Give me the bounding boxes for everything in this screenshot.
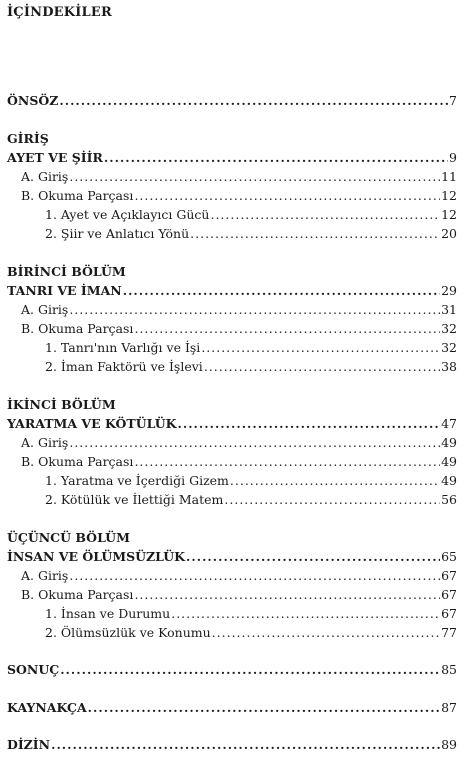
leader-dots xyxy=(69,568,440,583)
toc-entry-subsection[interactable] xyxy=(45,492,457,510)
toc-entry-title: B. Okuma Parçası xyxy=(21,321,134,336)
part-heading-ucuncu: ÜÇÜNCÜ BÖLÜM xyxy=(7,530,130,545)
toc-entry-title: A. Giriş xyxy=(21,169,69,184)
toc-entry-title: İNSAN VE ÖLÜMSÜZLÜK xyxy=(7,549,186,564)
toc-entry-title: 2. Şiir ve Anlatıcı Yönü xyxy=(45,226,190,241)
leader-dots xyxy=(69,435,440,450)
leader-dots xyxy=(69,302,440,317)
toc-entry-page: 56 xyxy=(441,492,457,507)
toc-entry-section[interactable] xyxy=(21,169,457,187)
toc-entry-page: 67 xyxy=(441,587,457,602)
toc-entry-subsection[interactable] xyxy=(45,473,457,491)
part-heading-giris: GİRİŞ xyxy=(7,131,49,146)
toc-entry-page: 49 xyxy=(441,435,457,450)
toc-entry-page: 7 xyxy=(449,93,457,108)
toc-entry-page: 49 xyxy=(441,454,457,469)
leader-dots xyxy=(134,188,440,203)
toc-entry-title: DİZİN xyxy=(7,737,51,752)
toc-entry-page: 32 xyxy=(441,321,457,336)
toc-entry-page: 38 xyxy=(441,359,457,374)
toc-entry-title: B. Okuma Parçası xyxy=(21,454,134,469)
leader-dots xyxy=(230,473,440,488)
leader-dots xyxy=(69,169,440,184)
toc-entry-dizin[interactable] xyxy=(7,737,457,755)
toc-entry-page: 9 xyxy=(449,150,457,165)
toc-entry-page: 87 xyxy=(441,700,457,715)
toc-entry-title: KAYNAKÇA xyxy=(7,700,87,715)
toc-entry-page: 47 xyxy=(441,416,457,431)
toc-entry-title: 1. Ayet ve Açıklayıcı Gücü xyxy=(45,207,210,222)
toc-entry-page: 67 xyxy=(441,568,457,583)
toc-entry-subsection[interactable] xyxy=(45,340,457,358)
toc-entry-title: 1. Tanrı'nın Varlığı ve İşi xyxy=(45,340,201,355)
toc-entry-chapter[interactable] xyxy=(7,283,457,301)
leader-dots xyxy=(210,207,440,222)
toc-entry-section[interactable] xyxy=(21,435,457,453)
toc-entry-kaynakca[interactable] xyxy=(7,700,457,718)
toc-entry-title: ÖNSÖZ xyxy=(7,93,59,108)
leader-dots xyxy=(204,359,440,374)
toc-entry-title: TANRI VE İMAN xyxy=(7,283,122,298)
toc-entry-section[interactable] xyxy=(21,587,457,605)
part-heading-ikinci: İKİNCİ BÖLÜM xyxy=(7,397,116,412)
toc-entry-page: 49 xyxy=(441,473,457,488)
toc-entry-chapter[interactable] xyxy=(7,416,457,434)
toc-entry-title: B. Okuma Parçası xyxy=(21,587,134,602)
toc-entry-subsection[interactable] xyxy=(45,207,457,225)
leader-dots xyxy=(190,226,440,241)
leader-dots xyxy=(88,700,440,715)
leader-dots xyxy=(60,662,440,677)
toc-entry-page: 65 xyxy=(441,549,457,564)
leader-dots xyxy=(104,150,448,165)
leader-dots xyxy=(51,737,440,752)
toc-entry-title: 1. İnsan ve Durumu xyxy=(45,606,171,621)
toc-entry-title: 1. Yaratma ve İçerdiği Gizem xyxy=(45,473,229,488)
toc-entry-subsection[interactable] xyxy=(45,359,457,377)
toc-entry-section[interactable] xyxy=(21,302,457,320)
part-heading-birinci: BİRİNCİ BÖLÜM xyxy=(7,264,126,279)
toc-entry-title: SONUÇ xyxy=(7,662,60,677)
toc-entry-page: 11 xyxy=(441,169,457,184)
toc-entry-section[interactable] xyxy=(21,568,457,586)
leader-dots xyxy=(171,606,440,621)
leader-dots xyxy=(134,321,440,336)
toc-entry-page: 29 xyxy=(441,283,457,298)
toc-entry-page: 32 xyxy=(441,340,457,355)
toc-entry-title: AYET VE ŞİİR xyxy=(7,150,103,165)
leader-dots xyxy=(224,492,440,507)
toc-entry-title: 2. Ölümsüzlük ve Konumu xyxy=(45,625,211,640)
toc-entry-section[interactable] xyxy=(21,454,457,472)
toc-entry-page: 12 xyxy=(441,207,457,222)
toc-entry-page: 20 xyxy=(441,226,457,241)
leader-dots xyxy=(134,454,440,469)
toc-entry-subsection[interactable] xyxy=(45,625,457,643)
toc-entry-section[interactable] xyxy=(21,321,457,339)
toc-entry-subsection[interactable] xyxy=(45,606,457,624)
page-title: İÇİNDEKİLER xyxy=(7,5,113,20)
leader-dots xyxy=(201,340,440,355)
toc-entry-page: 77 xyxy=(441,625,457,640)
toc-entry-title: 2. İman Faktörü ve İşlevi xyxy=(45,359,203,374)
toc-entry-chapter[interactable] xyxy=(7,150,457,168)
toc-entry-sonuc[interactable] xyxy=(7,662,457,680)
toc-entry-page: 89 xyxy=(441,737,457,752)
toc-entry-section[interactable] xyxy=(21,188,457,206)
toc-entry-subsection[interactable] xyxy=(45,226,457,244)
leader-dots xyxy=(177,416,440,431)
toc-entry-onsoz[interactable] xyxy=(7,93,457,111)
toc-entry-title: B. Okuma Parçası xyxy=(21,188,134,203)
toc-entry-page: 12 xyxy=(441,188,457,203)
toc-entry-page: 85 xyxy=(441,662,457,677)
leader-dots xyxy=(59,93,448,108)
leader-dots xyxy=(212,625,440,640)
toc-entry-title: A. Giriş xyxy=(21,435,69,450)
toc-entry-chapter[interactable] xyxy=(7,549,457,567)
leader-dots xyxy=(186,549,440,564)
toc-entry-page: 67 xyxy=(441,606,457,621)
toc-entry-title: A. Giriş xyxy=(21,568,69,583)
toc-entry-page: 31 xyxy=(441,302,457,317)
leader-dots xyxy=(134,587,440,602)
toc-entry-title: A. Giriş xyxy=(21,302,69,317)
leader-dots xyxy=(123,283,440,298)
toc-entry-title: 2. Kötülük ve İlettiği Matem xyxy=(45,492,224,507)
toc-entry-title: YARATMA VE KÖTÜLÜK xyxy=(7,416,177,431)
